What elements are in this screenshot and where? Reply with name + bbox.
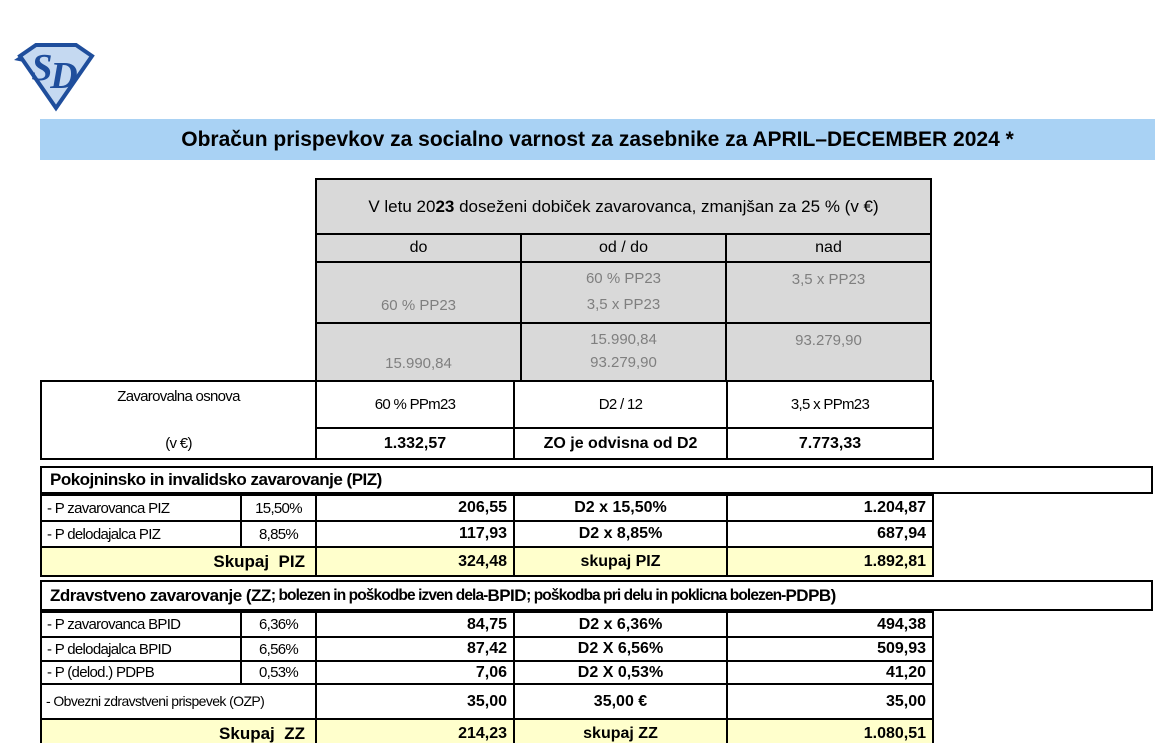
zz-row-delodajalca-bpid	[41, 637, 933, 661]
zz-row-pdpb	[41, 661, 933, 684]
zz-title-seg4: ; poškodba pri delu in poklicna bolezen-	[526, 586, 786, 604]
zz-row-value1: 84,75	[316, 612, 514, 637]
formula-od-do	[521, 262, 726, 323]
zz-row-value1: 7,06	[316, 661, 514, 684]
profit-columns-row	[316, 234, 931, 262]
zz-title-seg2: ; bolezen in poškodbe izven dela-	[270, 586, 488, 604]
column-od-do: od / do	[521, 234, 726, 262]
piz-row-formula: D2 x 15,50%	[514, 495, 727, 521]
formula-od-do-line1: 60 % PP23	[585, 270, 662, 287]
piz-row-value1: 206,55	[316, 495, 514, 521]
amount-od-do-line1: 15.990,84	[590, 331, 657, 348]
zz-table	[40, 611, 934, 743]
formula-od-do-line2: 3,5 x PP23	[586, 296, 661, 313]
piz-row-label: - P zavarovanca PIZ	[41, 495, 241, 521]
piz-row-zavarovanca	[41, 495, 933, 521]
profit-amount-row	[316, 323, 931, 381]
piz-row-label: - P delodajalca PIZ	[41, 521, 241, 547]
zz-ozp-formula: 35,00 €	[514, 684, 727, 719]
profit-header-row	[316, 179, 931, 234]
profit-header-prefix: V letu 20	[368, 196, 436, 216]
profit-table	[315, 178, 932, 382]
zz-row-value2: 494,38	[727, 612, 933, 637]
piz-table	[40, 494, 934, 577]
base-value-do: 1.332,57	[316, 428, 514, 459]
profit-header-suffix: doseženi dobiček zavarovanca, zmanjšan za 25 % (v €)	[454, 196, 879, 216]
piz-row-delodajalca	[41, 521, 933, 547]
base-formula-od-do: D2 / 12	[514, 381, 727, 428]
zz-row-zavarovanca-bpid	[41, 612, 933, 637]
zz-row-value1: 87,42	[316, 637, 514, 661]
piz-row-rate: 15,50%	[241, 495, 316, 521]
zz-row-formula: D2 x 6,36%	[514, 612, 727, 637]
formula-do: 60 % PP23	[316, 262, 521, 323]
zz-total-formula: skupaj ZZ	[514, 719, 727, 743]
amount-do: 15.990,84	[316, 323, 521, 381]
zz-section-header	[40, 580, 1153, 611]
zz-row-label: - P zavarovanca BPID	[41, 612, 241, 637]
profit-formula-row	[316, 262, 931, 323]
base-formula-do: 60 % PPm23	[316, 381, 514, 428]
piz-row-rate: 8,85%	[241, 521, 316, 547]
piz-row-formula: D2 x 8,85%	[514, 521, 727, 547]
zz-total-value1: 214,23	[316, 719, 514, 743]
zz-row-rate: 0,53%	[241, 661, 316, 684]
piz-row-value1: 117,93	[316, 521, 514, 547]
formula-nad: 3,5 x PP23	[726, 262, 931, 323]
base-label-cell	[41, 381, 316, 459]
zz-row-value2: 41,20	[727, 661, 933, 684]
zz-row-value2: 509,93	[727, 637, 933, 661]
column-do: do	[316, 234, 521, 262]
zz-row-label: - P (delod.) PDPB	[41, 661, 241, 684]
zz-total-value2: 1.080,51	[727, 719, 933, 743]
piz-section-title: Pokojninsko in invalidsko zavarovanje (PIZ)	[50, 470, 382, 489]
base-value-od-do: ZO je odvisna od D2	[514, 428, 727, 459]
page-title: Obračun prispevkov za socialno varnost za zasebnike za APRIL–DECEMBER 2024 *	[181, 127, 1014, 151]
base-label-line1: Zavarovalna osnova	[117, 388, 240, 405]
piz-total-row	[41, 547, 933, 576]
zz-row-ozp	[41, 684, 933, 719]
piz-total-value1: 324,48	[316, 547, 514, 576]
piz-total-formula: skupaj PIZ	[514, 547, 727, 576]
zz-row-rate: 6,56%	[241, 637, 316, 661]
base-formula-nad: 3,5 x PPm23	[727, 381, 933, 428]
zz-ozp-label: - Obvezni zdravstveni prispevek (OZP)	[41, 684, 316, 719]
zz-row-label: - P delodajalca BPID	[41, 637, 241, 661]
piz-total-label: Skupaj PIZ	[41, 547, 316, 576]
column-nad: nad	[726, 234, 931, 262]
base-formula-row	[41, 381, 933, 428]
zz-total-label: Skupaj ZZ	[41, 719, 316, 743]
zz-title-seg5: PDPB)	[785, 585, 836, 605]
profit-header-bold: 23	[435, 196, 455, 216]
amount-od-do-line2: 93.279,90	[590, 354, 657, 371]
amount-nad: 93.279,90	[726, 323, 931, 381]
zz-title-seg1: Zdravstveno zavarovanje (ZZ	[50, 585, 271, 605]
logo-letter-d: D	[50, 55, 78, 97]
zz-ozp-value1: 35,00	[316, 684, 514, 719]
zz-row-formula: D2 X 6,56%	[514, 637, 727, 661]
zz-row-rate: 6,36%	[241, 612, 316, 637]
piz-section-header	[40, 466, 1153, 494]
logo-letter-s: S	[31, 47, 53, 89]
zz-row-formula: D2 X 0,53%	[514, 661, 727, 684]
profit-header-cell	[316, 179, 931, 234]
piz-row-value2: 1.204,87	[727, 495, 933, 521]
base-label-line2: (v €)	[165, 435, 192, 452]
title-banner	[40, 119, 1155, 160]
zz-total-row	[41, 719, 933, 743]
sd-logo-icon	[12, 42, 98, 114]
insurance-base-table	[40, 380, 934, 460]
base-value-nad: 7.773,33	[727, 428, 933, 459]
amount-od-do	[521, 323, 726, 381]
piz-row-value2: 687,94	[727, 521, 933, 547]
zz-title-seg3: BPID	[487, 585, 527, 605]
zz-ozp-value2: 35,00	[727, 684, 933, 719]
piz-total-value2: 1.892,81	[727, 547, 933, 576]
